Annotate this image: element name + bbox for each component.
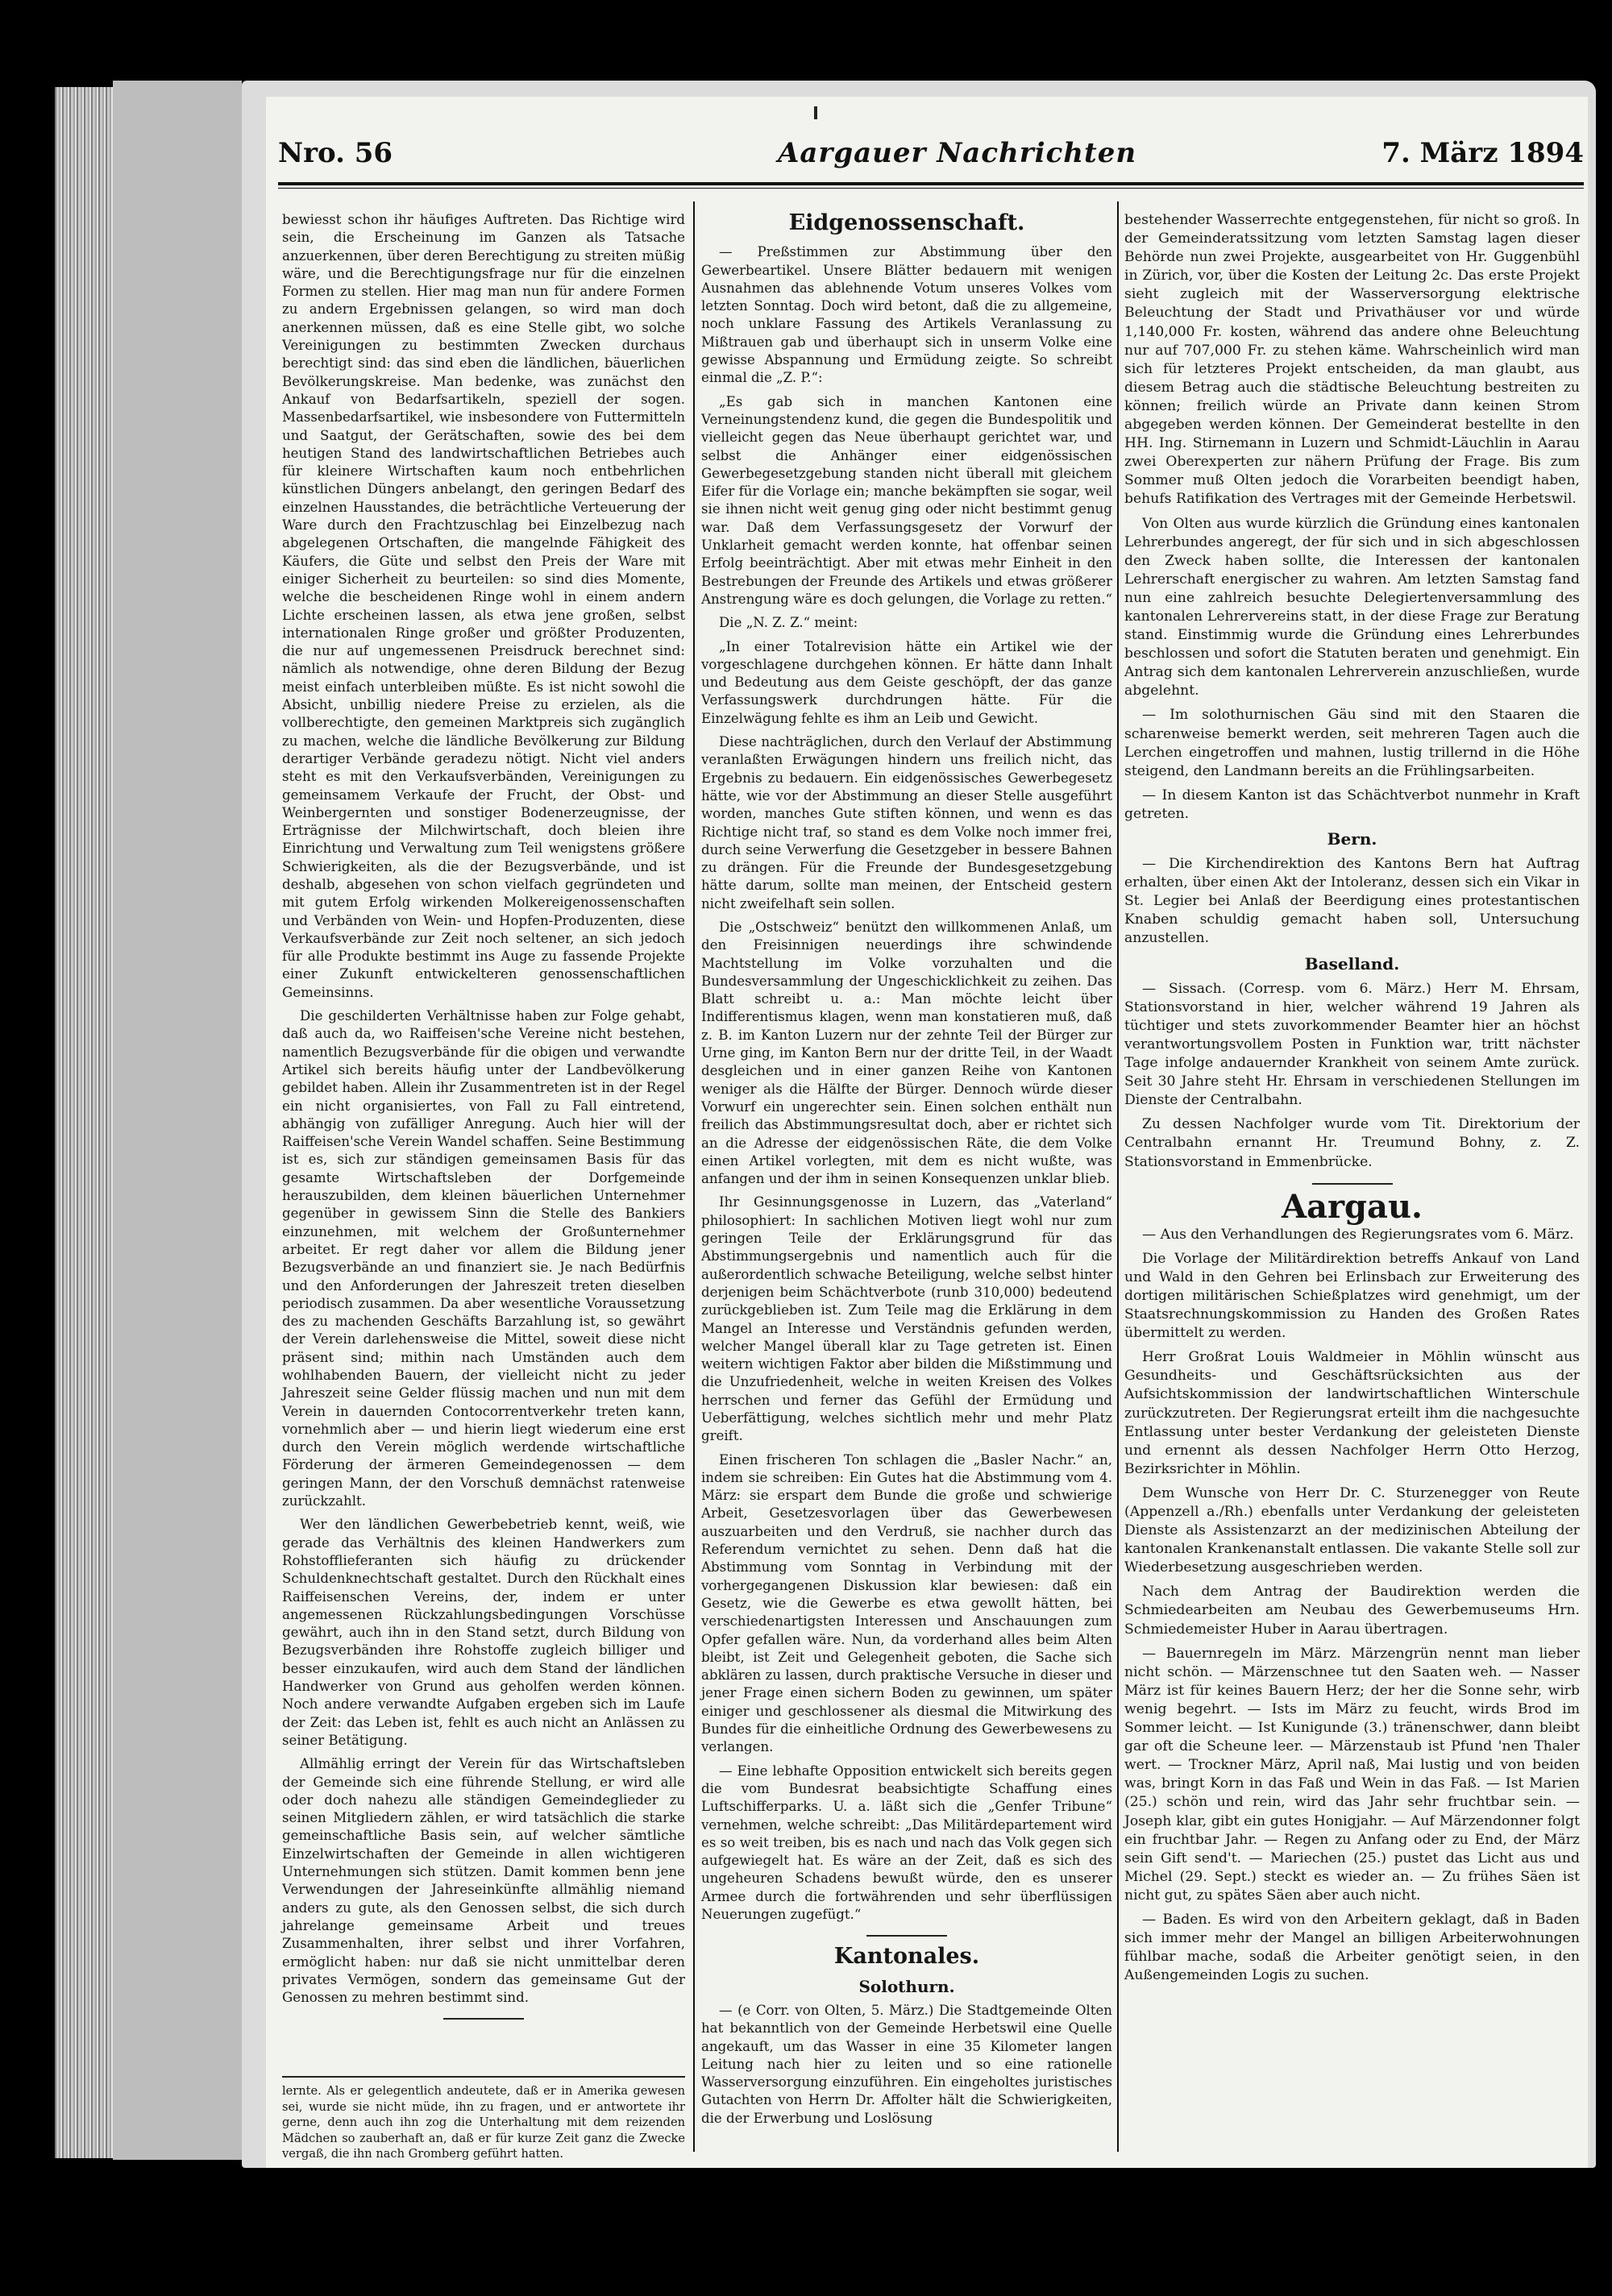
- section-title-aargau: Aargau.: [1282, 1187, 1423, 1226]
- section-title-eidgenossenschaft: Eidgenossenschaft.: [788, 210, 1025, 235]
- paragraph: — Die Kirchendirektion des Kantons Bern hat Auftrag erhalten, über einen Akt der Intoleranz, dessen sich ein Vikar in St. Legier bei Anlaß der Beerdigung eines protestantischen Knaben schuldig gemacht haben soll, Untersuchung anzustellen.: [1124, 856, 1580, 947]
- footnote-text: lernte. Als er gelegentlich andeutete, daß er in Amerika gewesen sei, wurde sie nicht müde, ihn zu fragen, und er antwortete ihr gerne, denn auch ihn zog die Unterhaltung mit dem reizenden Mädchen so zauberhaft an, daß er für kurze Zeit ganz die Zwecke vergaß, die ihn nach Gromberg geführt hatten.: [282, 2084, 685, 2161]
- paragraph: — Bauernregeln im März. Märzengrün nennt man lieber nicht schön. — Märzenschnee tut den Saaten weh. — Nasser März ist für keines Bauern Herz; der her die Sonne sehr, wirb wenig begehrt. — Ists im März zu feucht, wirds Brod im Sommer leicht. — Ist Kunigunde (3.) tränenschwer, dann bleibt gar oft die Scheune leer. — Märzenstaub ist Pfund 'nen Thaler wert. — Trockner März, April naß, Mai lustig und von beiden was, bringt Korn in das Faß und Wein in das Faß. — Ist Marien (25.) schön und rein, wird das Jahr sehr fruchtbar sein. — Joseph klar, gibt ein gutes Honigjahr. — Auf Märzendonner folgt ein fruchtbar Jahr. — Regen zu Anfang oder zu End, der März sein Gift send't. — Mariechen (25.) pustet das Licht aus und Michel (29. Sept.) steckt es wieder an. — Zu frühes Säen ist nicht gut, zu spätes Säen aber auch nicht.: [1124, 1645, 1580, 1904]
- footnote-rule: [282, 2076, 685, 2078]
- top-mark: [814, 106, 817, 119]
- paragraph: Nach dem Antrag der Baudirektion werden die Schmiedearbeiten am Neubau des Gewerbemuseums Hrn. Schmiedemeister Huber in Aarau übertragen.: [1124, 1584, 1580, 1638]
- paragraph: — Eine lebhafte Opposition entwickelt sich bereits gegen die vom Bundesrat beabsichtigte Schaffung eines Luftschifferparks. U. a. läßt sich die „Genfer Tribune“ vernehmen, welche schreibt: „Das Militärdepartement wird es so weit treiben, bis es nach und nach das Volk gegen sich aufgewiegelt hat. Es wäre an der Zeit, daß es sich des ungeheuren Schadens bewußt würde, den es unserer Armee durch die fortwährenden und sehr überflüssigen Neuerungen zugefügt.“: [701, 1762, 1112, 1923]
- header-rule: [278, 182, 1584, 185]
- paragraph: bestehender Wasserrechte entgegenstehen, für nicht so groß. In der Gemeinderatssitzung vom letzten Samstag lagen dieser Behörde nun zwei Projekte, ausgearbeitet von Hr. Guggenbühl in Zürich, vor, über die Kosten der Leitung 2c. Das erste Projekt sieht zugleich mit der Wasserversorgung elektrische Beleuchtung der Stadt und Privathäuser vor und würde 1,140,000 Fr. kosten, während das andere ohne Beleuchtung nur auf 707,000 Fr. zu stehen käme. Wahrscheinlich wird man sich für letzteres Projekt entscheiden, da man glaubt, aus diesem Betrag auch die städtische Beleuchtung bestreiten zu können; freilich würde an Private dann keinen Strom abgegeben werden können. Der Gemeinderat bestellte in den HH. Ing. Stirnemann in Luzern und Schmidt-Läuchlin in Aarau zwei Oberexperten zur nähern Prüfung der Frage. Bis zum Sommer muß Olten jedoch die Vorarbeiten beendigt haben, behufs Ratifikation des Vertrages mit der Gemeinde Herbetswil.: [1124, 212, 1580, 508]
- paragraph: „In einer Totalrevision hätte ein Artikel wie der vorgeschlagene durchgehen können. Er hätte dann Inhalt und Bedeutung aus dem Geiste geschöpft, der das ganze Verfassungswerk durchdrungen hätte. Für die Einzelwägung fehlte es ihm an Leib und Gewicht.: [701, 638, 1112, 726]
- column-divider-1: [693, 201, 695, 2152]
- column-divider-2: [1117, 201, 1119, 2152]
- paragraph: Die „N. Z. Z.“ meint:: [719, 615, 858, 631]
- paragraph: Wer den ländlichen Gewerbebetrieb kennt, weiß, wie gerade das Verhältnis des kleinen Handwerkers zum Rohstofflieferanten sich häufig zu drückender Schuldenknechtschaft gestaltet. Durch den Rückhalt eines Raiffeisenschen Vereins, der, indem er unter angemessenen Rückzahlungsbedingungen Vorschüsse gewährt, auch ihn in den Stand setzt, durch Bildung von Bezugsverbänden ihre Rohstoffe zugleich billiger und besser einzukaufen, wird auch dem Stand der ländlichen Handwerker von Grund aus geholfen werden können. Noch andere verwandte Aufgaben ergeben sich im Laufe der Zeit: das Leben ist, fehlt es auch nicht an Anlässen zu seiner Betätigung.: [282, 1517, 685, 1748]
- issue-date: 7. März 1894: [1381, 137, 1584, 169]
- paragraph: Dem Wunsche von Herr Dr. C. Sturzenegger von Reute (Appenzell a./Rh.) ebenfalls unter Verdankung der geleisteten Dienste als Assistenzarzt an der medizinischen Abteilung der kantonalen Krankenanstalt entlassen. Die vakante Stelle soll zur Wiederbesetzung ausgeschrieben werden.: [1124, 1484, 1580, 1576]
- column-3: [1124, 211, 1580, 1991]
- page-stack-edge: [113, 81, 242, 2160]
- issue-number: Nro. 56: [278, 137, 393, 169]
- paragraph: — Baden. Es wird von den Arbeitern geklagt, daß in Baden sich immer mehr der Mangel an billigen Arbeiterwohnungen fühlbar mache, sodaß die Arbeiter genötigt seien, in den Außengemeinden Logis zu suchen.: [1124, 1911, 1580, 1984]
- paragraph: Die Vorlage der Militärdirektion betreffs Ankauf von Land und Wald in den Gehren bei Erlinsbach zur Erweiterung des dortigen militärischen Schießplatzes wird genehmigt, um der Staatsrechnungskommission zu Handen des Großen Rates übermittelt zu werden.: [1124, 1250, 1580, 1342]
- paragraph: — Im solothurnischen Gäu sind mit den Staaren die scharenweise bemerkt werden, seit mehreren Tagen auch die Lerchen eingetroffen und mahnen, lustig trillernd in die Höhe steigend, den Landmann bereits an die Frühlingsarbeiten.: [1124, 707, 1580, 779]
- paragraph: Zu dessen Nachfolger wurde vom Tit. Direktorium der Centralbahn ernannt Hr. Treumund Bohny, z. Z. Stationsvorstand in Emmenbrücke.: [1124, 1116, 1580, 1170]
- paragraph: — Preßstimmen zur Abstimmung über den Gewerbeartikel. Unsere Blätter bedauern mit wenigen Ausnahmen das ablehnende Votum unseres Volkes vom letzten Sonntag. Doch wird betont, daß die zu allgemeine, noch unklare Fassung des Artikels Veranlassung zu Mißtrauen gab und überhaupt sich in unserm Volke eine gewisse Abspannung und Ermüdung zeigte. So schreibt einmal die „Z. P.“:: [701, 244, 1112, 386]
- paragraph: — Sissach. (Corresp. vom 6. März.) Herr M. Ehrsam, Stationsvorstand in hier, welcher während 19 Jahren als tüchtiger und stets zuvorkommender Beamter hier an höchst verantwortungsvollem Posten in Funktion war, tritt nächster Tage infolge andauernder Krankheit von seinem Amte zurück. Seit 30 Jahre steht Hr. Ehrsam in verschiedenen Stellungen im Dienste der Centralbahn.: [1124, 980, 1580, 1109]
- column-2: [701, 211, 1112, 2133]
- paragraph: Von Olten aus wurde kürzlich die Gründung eines kantonalen Lehrerbundes angeregt, der für sich und in sich abgeschlossen den Zweck haben sollte, die Interessen der kantonalen Lehrerschaft energischer zu wahren. Am letzten Samstag fand nun eine zahlreich besuchte Delegiertenversammlung des kantonalen Lehrervereins statt, in der diese Frage zur Beratung stand. Einstimmig wurde die Gründung eines Lehrerbundes beschlossen und sofort die Statuten beraten und genehmigt. Ein Antrag sich dem kantonalen Lehrerverein anzuschließen, wurde abgelehnt.: [1124, 515, 1580, 700]
- newspaper-title: Aargauer Nachrichten: [778, 137, 1137, 169]
- subsection-title-baselland: Baselland.: [1304, 953, 1400, 974]
- paragraph: Einen frischeren Ton schlagen die „Basler Nachr.“ an, indem sie schreiben: Ein Gutes hat die Abstimmung vom 4. März: sie erspart dem Bunde die große und schwierige Arbeit, Gesetzesvorlagen über das Gewerbewesen auszuarbeiten und den Verdruß, sie nachher durch das Referendum vernichtet zu sehen. Denn daß hat die Abstimmung vom Sonntag in Verbindung mit der vorhergegangenen Diskussion klar bewiesen: daß ein Gesetz, wie die Gewerbe es etwa gewollt hätten, bei verschiedenartigsten Interessen und Anschauungen zum Opfer gefallen wäre. Nun, da vorderhand alles beim Alten bleibt, ist Zeit und Gelegenheit geboten, die Sache sich abklären zu lassen, durch praktische Versuche in dieser und jener Frage einen sichern Boden zu gewinnen, um später einiger und geschlossener als diesmal die Mitwirkung des Bundes für die einheitliche Ordnung des Gewerbewesens zu verlangen.: [701, 1451, 1112, 1755]
- column-1: [282, 211, 685, 2031]
- header-rule-thin: [278, 188, 1584, 189]
- paragraph: Ihr Gesinnungsgenosse in Luzern, das „Vaterland“ philosophiert: In sachlichen Motiven liegt wohl nur zum geringen Teile der Erklärungsgrund für das Abstimmungsergebnis und namentlich auch für die außerordentlich schwache Beteiligung, welche selbst hinter derjenigen beim Schächtverbote (runb 310,000) bedeutend zurückgeblieben ist. Zum Teile mag die Erklärung in dem Mangel an Interesse und Verständnis gefunden werden, welcher Mangel überall klar zu Tage getreten ist. Einen weitern wichtigen Faktor aber bilden die Mißstimmung und die Unzufriedenheit, welche in weiten Kreisen des Volkes herrschen und ferner das Gefühl der Ermüdung und Ueberfättigung, welches sichtlich mehr und mehr Platz greift.: [701, 1194, 1112, 1444]
- paragraph: — (e Corr. von Olten, 5. März.) Die Stadtgemeinde Olten hat bekanntlich von der Gemeinde Herbetswil eine Quelle angekauft, um das Wasser in eine 35 Kilometer langen Leitung nach hier zu leiten und so eine rationelle Wasserversorgung einzuführen. Ein eingeholtes juristisches Gutachten von Herrn Dr. Affolter hält die Schwierigkeiten, die der Erwerbung und Loslösung: [701, 2002, 1112, 2126]
- subsection-title-solothurn: Solothurn.: [858, 1976, 955, 1996]
- section-rule: [1312, 1183, 1393, 1185]
- paragraph: — In diesem Kanton ist das Schächtverbot nunmehr in Kraft getreten.: [1124, 787, 1580, 822]
- page-header: [278, 137, 1584, 169]
- paragraph: Die „Ostschweiz“ benützt den willkommenen Anlaß, um den Freisinnigen neuerdings ihre schwindende Machtstellung im Volke vorzuhalten und die Bundesversammlung der Ungeschicklichkeit zu zeihen. Das Blatt schreibt u. a.: Man möchte leicht über Indifferentismus klagen, wenn man konstatieren muß, daß z. B. im Kanton Luzern nur der zehnte Teil der Bürger zur Urne ging, im Kanton Bern nur der dritte Teil, in der Waadt desgleichen und in einer ganzen Reihe von Kantonen weniger als die Hälfte der Bürger. Dennoch würde dieser Vorwurf ein ungerechter sein. Einen solchen enthält nun freilich das Abstimmungsresultat doch, aber er richtet sich an die Adresse der eidgenössischen Räte, die dem Volke einen Artikel vorlegten, mit dem es nicht wußte, was anfangen und der ihm in seinen Konsequenzen unklar blieb.: [701, 919, 1112, 1187]
- feuilleton-footnote: [282, 2083, 685, 2162]
- paragraph: bewiesst schon ihr häufiges Auftreten. Das Richtige wird sein, die Erscheinung im Ganzen als Tatsache anzuerkennen, über deren Berechtigung zu streiten müßig wäre, und die Berechtigungsfrage nur für die einzelnen Formen zu stellen. Hier mag man nun für andere Formen zu andern Ergebnissen gelangen, so wird man doch anerkennen müssen, daß es eine Stelle gibt, wo solche Vereinigungen zu bestimmten Zwecken durchaus berechtigt sind: das sind eben die ländlichen, bäuerlichen Bevölkerungskreise. Man bedenke, was zunächst den Ankauf von Bedarfsartikeln, speziell der sogen. Massenbedarfsartikel, wie insbesondere von Futtermitteln und Saatgut, der Gerätschaften, sowie des bei dem heutigen Stand des landwirtschaftlichen Betriebes auch für kleinere Wirtschaften kaum noch entbehrlichen künstlichen Düngers anbelangt, den geringen Bedarf des einzelnen Hausstandes, die beträchtliche Verteuerung der Ware durch den Frachtzuschlag bei Einzelbezug nach abgelegenen Ortschaften, die mangelnde Fähigkeit des Käufers, die Güte und selbst den Preis der Ware mit einiger Sicherheit zu beurteilen: so sind dies Momente, welche die bescheidenen Ringe wohl in einem andern Lichte erscheinen lassen, als etwa jene großen, selbst internationalen Ringe großer und größter Produzenten, die nur auf ungemessenen Preisdruck berechnet sind: nämlich als notwendige, ohne deren Bildung der Bezug meist einfach unterbleiben müßte. Es ist nicht sowohl die Absicht, unbillig niedere Preise zu erzielen, als die vollberechtigte, den gemeinen Marktpreis sich zugänglich zu machen, welche die ländliche Bevölkerung zur Bildung derartiger Verbände geradezu nötigt. Nicht viel anders steht es mit den Verkaufsverbänden, Vereinigungen zu gemeinsamem Verkaufe der Frucht, der Obst- und Weinbergernten und sonstiger Bodenerzeugnisse, der Erträgnisse der Milchwirtschaft, doch bleien ihre Einrichtung und Verwaltung zum Teil wenigstens größere Schwierigkeiten, als die der Bezugsverbände, und ist deshalb, abgesehen von schon vielfach gegründeten und mit gutem Erfolg wirkenden Molkereigenossenschaften und Verbänden von Wein- und Hopfen-Produzenten, diese Verkaufsverbände zur Zeit noch seltener, an sich jedoch für alle Produkte bestimmt ins Auge zu fassende Projekte einer Zukunft entwickelteren genossenschaftlichen Gemeinsinns.: [282, 212, 685, 1000]
- book-binding-edge: [55, 87, 113, 2158]
- paragraph: „Es gab sich in manchen Kantonen eine Verneinungstendenz kund, die gegen die Bundespolitik und vielleicht gegen das Neue überhaupt gerichtet war, und selbst die Anhänger einer eidgenössischen Gewerbegesetzgebung standen nicht überall mit gleichem Eifer für die Vorlage ein; manche bekämpften sie sogar, weil sie ihnen nicht weit genug ging oder nicht bestimmt genug war. Daß dem Verfassungsgesetz der Vorwurf der Unklarheit gemacht werden konnte, hat offenbar seinen Erfolg beeinträchtigt. Aber mit etwas mehr Einheit in den Bestrebungen der Freunde des Artikels und etwas größerer Anstrengung wäre es doch gelungen, die Vorlage zu retten.“: [701, 393, 1112, 607]
- section-title-kantonales: Kantonales.: [833, 1944, 980, 1970]
- section-rule: [866, 1935, 947, 1937]
- paragraph: Diese nachträglichen, durch den Verlauf der Abstimmung veranlaßten Erwägungen hindern uns freilich nicht, das Ergebnis zu bedauern. Ein eidgenössisches Gewerbegesetz hätte, wie vor der Abstimmung an dieser Stelle ausgeführt worden, manches Gute stiften können, und wenn es das Richtige nicht traf, so stand es dem Volke noch immer frei, durch seine Verwerfung die Gesetzgeber in bessere Bahnen zu drängen. Für die Freunde der Bundesgesetzgebung hätte darum, sollte man meinen, der Entscheid gestern nicht zweifelhaft sein sollen.: [701, 734, 1112, 911]
- subsection-title-bern: Bern.: [1327, 829, 1377, 849]
- article-end-rule: [443, 2018, 524, 2020]
- paragraph: — Aus den Verhandlungen des Regierungsrates vom 6. März.: [1142, 1226, 1574, 1243]
- paragraph: Allmählig erringt der Verein für das Wirtschaftsleben der Gemeinde sich eine führende Stellung, er wird alle oder doch nahezu alle ständigen Gemeindeglieder zu seinen Mitgliedern zählen, er wird tatsächlich die starke gemeinschaftliche Basis sein, auf welcher sämtliche Einzelwirtschaften der Gemeinde in allen wichtigeren Unternehmungen sich stützen. Damit kommen benn jene Verwendungen der Jahreseinkünfte allmählig niemand anders zu gute, als den Genossen selbst, die sich durch jahrelange gemeinsame Arbeit und treues Zusammenhalten, ihrer selbst und ihrer Vorfahren, ermöglicht haben: nur daß sie nicht unmittelbar deren privates Vermögen, sondern das gemeinsame Gut der Genossen zu mehren bestimmt sind.: [282, 1756, 685, 2006]
- paragraph: Herr Großrat Louis Waldmeier in Möhlin wünscht aus Gesundheits- und Geschäftsrücksichten aus der Aufsichtskommission der landwirtschaftlichen Winterschule zurückzutreten. Der Regierungsrat erteilt ihm die nachgesuchte Entlassung unter bester Verdankung der geleisteten Dienste und ernennt als dessen Nachfolger Herrn Otto Herzog, Bezirksrichter in Möhlin.: [1124, 1349, 1580, 1477]
- paragraph: Die geschilderten Verhältnisse haben zur Folge gehabt, daß auch da, wo Raiffeisen'sche Vereine nicht bestehen, namentlich Bezugsverbände für die obigen und verwandte Artikel sich bereits häufig unter der Landbevölkerung gebildet haben. Allein ihr Zusammentreten ist in der Regel ein nicht organisiertes, von Fall zu Fall eintretend, abhängig von zufälliger Anregung. Auch hier will der Raiffeisen'sche Verein Wandel schaffen. Seine Bestimmung ist es, sich zur ständigen gemeinsamen Basis für das gesamte Wirtschaftsleben der Dorfgemeinde herauszubilden, dem kleinen bäuerlichen Unternehmer gegenüber in gewissem Sinn die Stelle des Bankiers einzunehmen, mit welchem der Großunternehmer arbeitet. Er regt daher vor allem die Bildung jener Bezugsverbände an und finanziert sie. Je nach Bedürfnis und den Anforderungen der Jahreszeit treten dieselben periodisch zusammen. Da aber wesentliche Voraussetzung des zu machenden Geschäfts Barzahlung ist, so gewährt der Verein darlehensweise die Mittel, soweit diese nicht präsent sind; mithin nach Umständen auch dem wohlhabenden Bauern, der vielleicht nicht zu jeder Jahreszeit seine Gelder flüssig machen und nun mit dem Verein in dauernden Contocorrentverkehr treten kann, vornehmlich aber — und hierin liegt wiederum eine erst durch den Verein möglich werdende wirtschaftliche Förderung der ärmeren Gemeindegenossen — dem geringen Mann, der den Vorschuß demnächst ratenweise zurückzahlt.: [282, 1008, 685, 1509]
